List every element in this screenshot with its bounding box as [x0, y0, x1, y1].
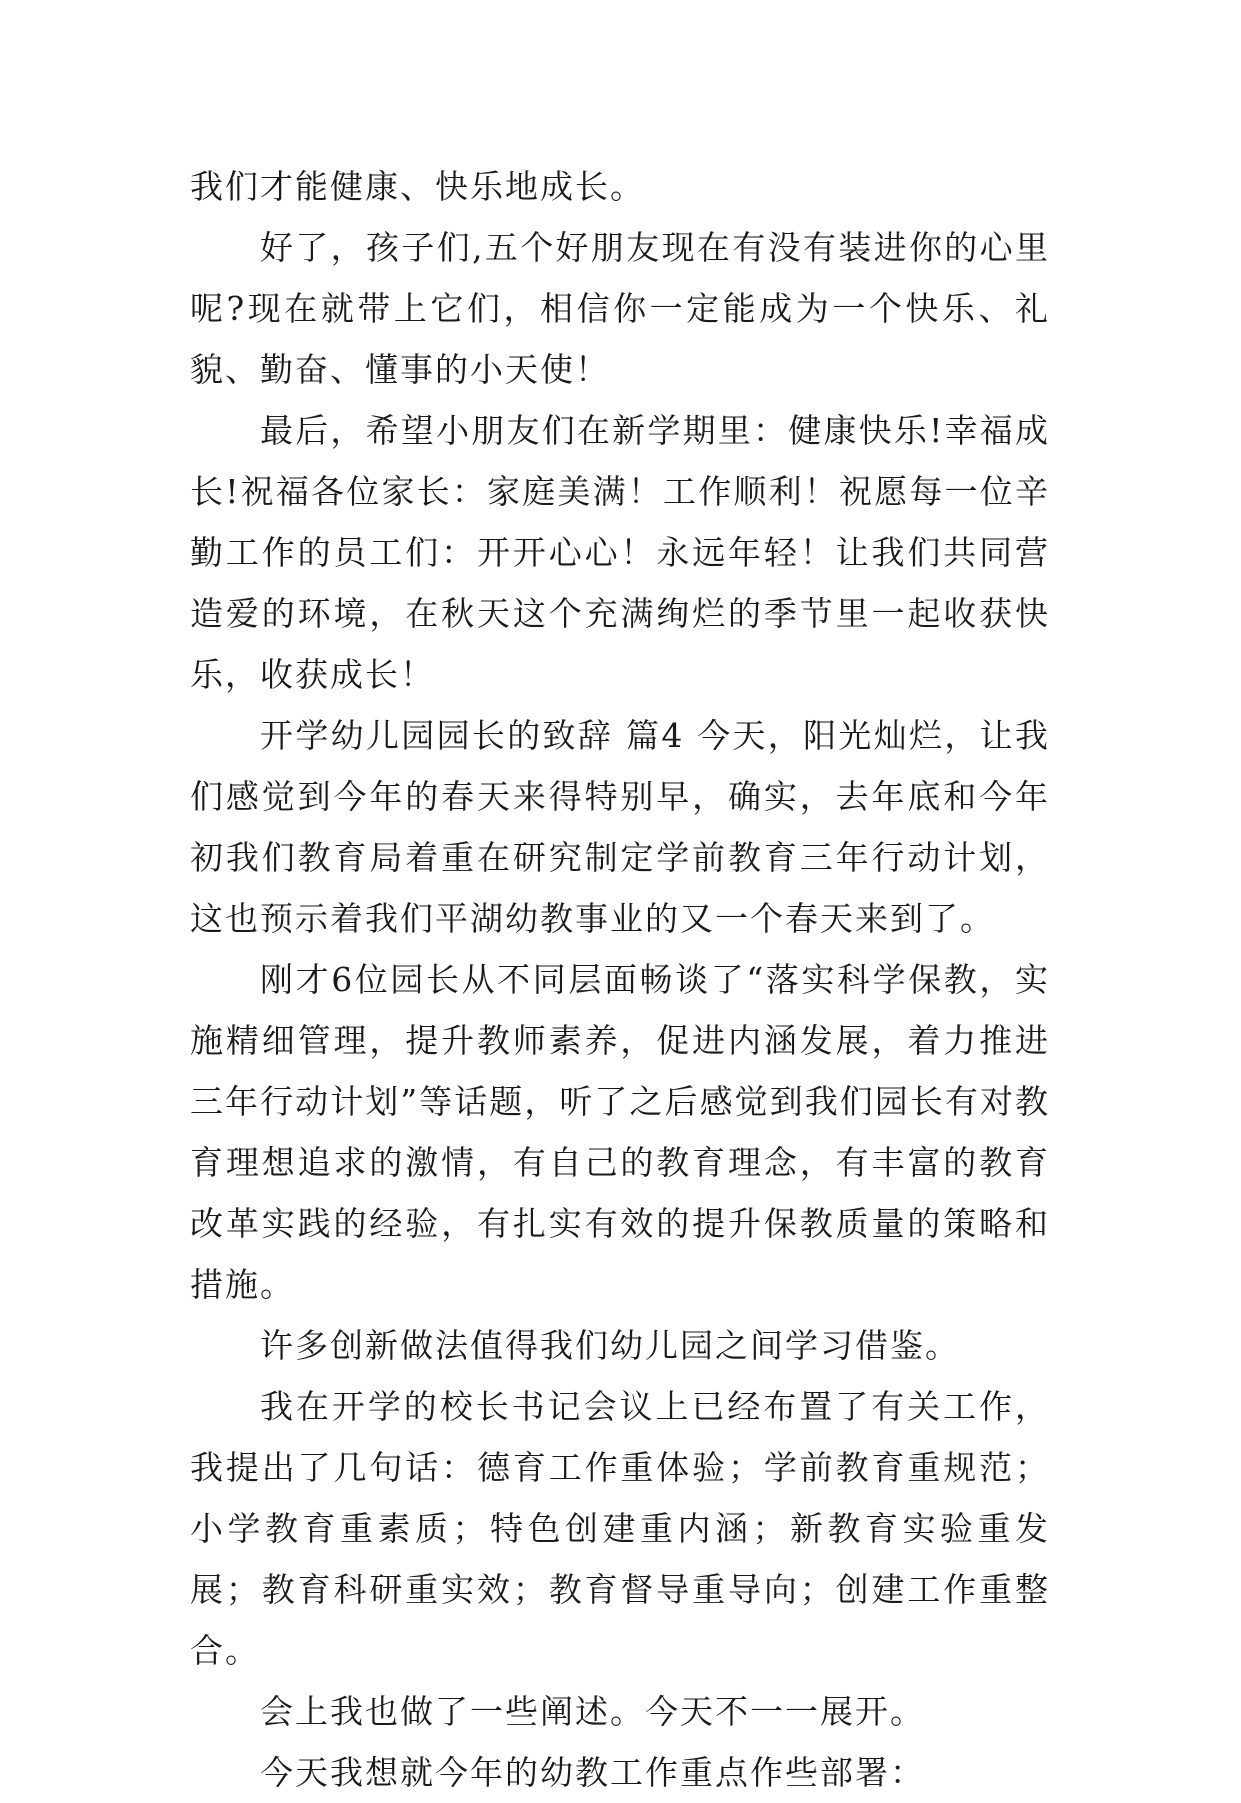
paragraph-4: 开学幼儿园园长的致辞 篇4 今天，阳光灿烂，让我们感觉到今年的春天来得特别早，确实，去年底和今年初我们教育局着重在研究制定学前教育三年行动计划，这也预示着我们平湖幼教事业的又一个春天来到了。 [190, 716, 1050, 938]
paragraph-5: 刚才6位园长从不同层面畅谈了“落实科学保教，实施精细管理，提升教师素养，促进内涵发展，着力推进三年行动计划”等话题，听了之后感觉到我们园长有对教育理想追求的激情，有自己的教育理念，有丰富的教育改革实践的经验，有扎实有效的提升保教质量的策略和措施。 [190, 960, 1050, 1304]
paragraph-7: 我在开学的校长书记会议上已经布置了有关工作，我提出了几句话：德育工作重体验；学前教育重规范；小学教育重素质；特色创建重内涵；新教育实验重发展；教育科研重实效；教育督导重导向；创建工作重整合。 [190, 1387, 1050, 1670]
paragraph-6: 许多创新做法值得我们幼儿园之间学习借鉴。 [260, 1326, 960, 1365]
paragraph-1: 我们才能健康、快乐地成长。 [190, 167, 645, 206]
body-text [190, 156, 1050, 1803]
paragraph-2: 好了，孩子们,五个好朋友现在有没有装进你的心里呢?现在就带上它们，相信你一定能成为一个快乐、礼貌、勤奋、懂事的小天使！ [190, 228, 1050, 389]
paragraph-8: 会上我也做了一些阐述。今天不一一展开。 [260, 1692, 925, 1731]
paragraph-9: 今天我想就今年的幼教工作重点作些部署： [260, 1753, 925, 1792]
paragraph-3: 最后，希望小朋友们在新学期里：健康快乐!幸福成长!祝福各位家长：家庭美满！工作顺利！祝愿每一位辛勤工作的员工们：开开心心！永远年轻！让我们共同营造爱的环境，在秋天这个充满绚烂的季节里一起收获快乐，收获成长！ [190, 411, 1050, 694]
